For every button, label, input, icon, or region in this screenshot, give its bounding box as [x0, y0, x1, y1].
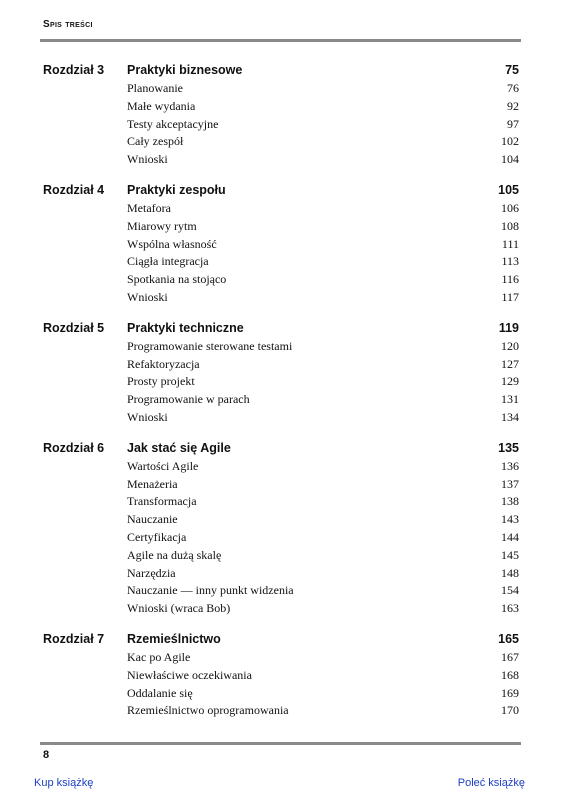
table-of-contents: [0, 60, 561, 731]
chapter-label: Rozdział 6: [43, 440, 105, 455]
entry-page-number: 145: [501, 547, 519, 562]
toc-entry[interactable]: [0, 338, 561, 356]
entry-title: Metafora: [127, 200, 171, 215]
entry-page-number: 129: [501, 374, 519, 389]
toc-entry[interactable]: [0, 218, 561, 236]
chapter-title: Praktyki zespołu: [127, 182, 226, 197]
entry-title: Miarowy rytm: [127, 218, 197, 233]
entry-page-number: 143: [501, 512, 519, 527]
entry-title: Transformacja: [127, 494, 197, 509]
toc-entry[interactable]: [0, 667, 561, 685]
toc-entry[interactable]: [0, 200, 561, 218]
entry-title: Wnioski (wraca Bob): [127, 601, 231, 616]
entry-page-number: 169: [501, 685, 519, 700]
chapter-page-number: 105: [498, 182, 519, 197]
entry-page-number: 104: [501, 152, 519, 167]
entry-page-number: 120: [501, 338, 519, 353]
chapter-label: Rozdział 7: [43, 631, 105, 646]
entry-page-number: 97: [507, 116, 519, 131]
toc-entry[interactable]: [0, 373, 561, 391]
toc-chapter: [0, 180, 561, 307]
entry-title: Oddalanie się: [127, 685, 193, 700]
entry-title: Spotkania na stojąco: [127, 272, 227, 287]
entry-page-number: 144: [501, 529, 519, 544]
entry-title: Testy akceptacyjne: [127, 116, 219, 131]
entry-page-number: 137: [501, 476, 519, 491]
toc-entry[interactable]: [0, 391, 561, 409]
toc-entry[interactable]: [0, 458, 561, 476]
entry-title: Ciągła integracja: [127, 254, 209, 269]
entry-page-number: 116: [501, 272, 519, 287]
toc-entry[interactable]: [0, 685, 561, 703]
entry-title: Kac po Agile: [127, 649, 191, 664]
toc-chapter: [0, 438, 561, 618]
toc-entry[interactable]: [0, 649, 561, 667]
toc-entry[interactable]: [0, 582, 561, 600]
header-title: Spis treści: [43, 19, 93, 30]
chapter-heading-row[interactable]: [0, 438, 561, 458]
chapter-label: Rozdział 5: [43, 320, 105, 335]
recommend-book-link[interactable]: Poleć książkę: [457, 777, 525, 789]
entry-page-number: 131: [501, 392, 519, 407]
entry-page-number: 106: [501, 200, 519, 215]
entry-title: Certyfikacja: [127, 529, 187, 544]
entry-title: Planowanie: [127, 81, 183, 95]
entry-title: Nauczanie — inny punkt widzenia: [127, 583, 294, 598]
toc-entry[interactable]: [0, 409, 561, 427]
toc-entry[interactable]: [0, 600, 561, 618]
chapter-label: Rozdział 4: [43, 182, 105, 197]
toc-entry[interactable]: [0, 565, 561, 583]
entry-page-number: 111: [501, 236, 519, 251]
entry-page-number: 148: [501, 565, 519, 580]
entry-page-number: 170: [501, 703, 519, 718]
toc-chapter: [0, 60, 561, 169]
entry-title: Rzemieślnictwo oprogramowania: [127, 703, 289, 718]
entry-page-number: 102: [501, 134, 519, 149]
toc-entry[interactable]: [0, 80, 561, 98]
toc-entry[interactable]: [0, 98, 561, 116]
entry-title: Wartości Agile: [127, 458, 199, 473]
entry-title: Niewłaściwe oczekiwania: [127, 667, 252, 682]
entry-page-number: 117: [501, 289, 519, 304]
entry-title: Nauczanie: [127, 512, 178, 527]
toc-entry[interactable]: [0, 511, 561, 529]
toc-entry[interactable]: [0, 529, 561, 547]
chapter-heading-row[interactable]: [0, 629, 561, 649]
entry-page-number: 167: [501, 649, 519, 664]
chapter-page-number: 135: [498, 440, 519, 455]
entry-title: Narzędzia: [127, 565, 176, 580]
header-rule: [40, 39, 521, 42]
toc-entry[interactable]: [0, 702, 561, 720]
entry-page-number: 76: [507, 81, 519, 95]
entry-title: Menażeria: [127, 476, 178, 491]
chapter-heading-row[interactable]: [0, 318, 561, 338]
chapter-heading-row[interactable]: [0, 60, 561, 80]
toc-entry[interactable]: [0, 133, 561, 151]
entry-page-number: 154: [501, 583, 519, 598]
toc-entry[interactable]: [0, 116, 561, 134]
chapter-heading-row[interactable]: [0, 180, 561, 200]
chapter-page-number: 75: [505, 63, 519, 77]
entry-page-number: 127: [501, 356, 519, 371]
entry-title: Programowanie sterowane testami: [127, 338, 293, 353]
entry-title: Prosty projekt: [127, 374, 195, 389]
entry-title: Wnioski: [127, 409, 168, 424]
toc-entry[interactable]: [0, 253, 561, 271]
entry-page-number: 108: [501, 218, 519, 233]
chapter-page-number: 165: [498, 631, 519, 646]
entry-title: Wnioski: [127, 289, 168, 304]
toc-entry[interactable]: [0, 547, 561, 565]
toc-entry[interactable]: [0, 356, 561, 374]
entry-title: Cały zespół: [127, 134, 184, 149]
page-number: 8: [43, 749, 50, 761]
entry-page-number: 168: [501, 667, 519, 682]
toc-entry[interactable]: [0, 151, 561, 169]
toc-entry[interactable]: [0, 271, 561, 289]
chapter-title: Rzemieślnictwo: [127, 631, 221, 646]
toc-chapter: [0, 318, 561, 427]
chapter-title: Jak stać się Agile: [127, 440, 231, 455]
chapter-title: Praktyki techniczne: [127, 320, 244, 335]
chapter-page-number: 119: [498, 320, 519, 335]
footer-rule: [40, 742, 521, 745]
toc-entry[interactable]: [0, 476, 561, 494]
entry-page-number: 163: [501, 601, 519, 616]
buy-book-link[interactable]: Kup książkę: [34, 777, 94, 789]
toc-chapter: [0, 629, 561, 720]
entry-title: Wnioski: [127, 152, 168, 167]
entry-title: Wspólna własność: [127, 236, 217, 251]
entry-page-number: 136: [501, 458, 519, 473]
entry-title: Agile na dużą skalę: [127, 547, 222, 562]
entry-title: Programowanie w parach: [127, 392, 250, 407]
entry-page-number: 134: [501, 409, 519, 424]
toc-entry[interactable]: [0, 236, 561, 254]
chapter-title: Praktyki biznesowe: [127, 63, 243, 77]
toc-entry[interactable]: [0, 493, 561, 511]
entry-page-number: 92: [507, 98, 519, 113]
entry-title: Refaktoryzacja: [127, 356, 200, 371]
chapter-label: Rozdział 3: [43, 63, 105, 77]
entry-page-number: 138: [501, 494, 519, 509]
toc-entry[interactable]: [0, 289, 561, 307]
entry-page-number: 113: [501, 254, 519, 269]
entry-title: Małe wydania: [127, 98, 196, 113]
